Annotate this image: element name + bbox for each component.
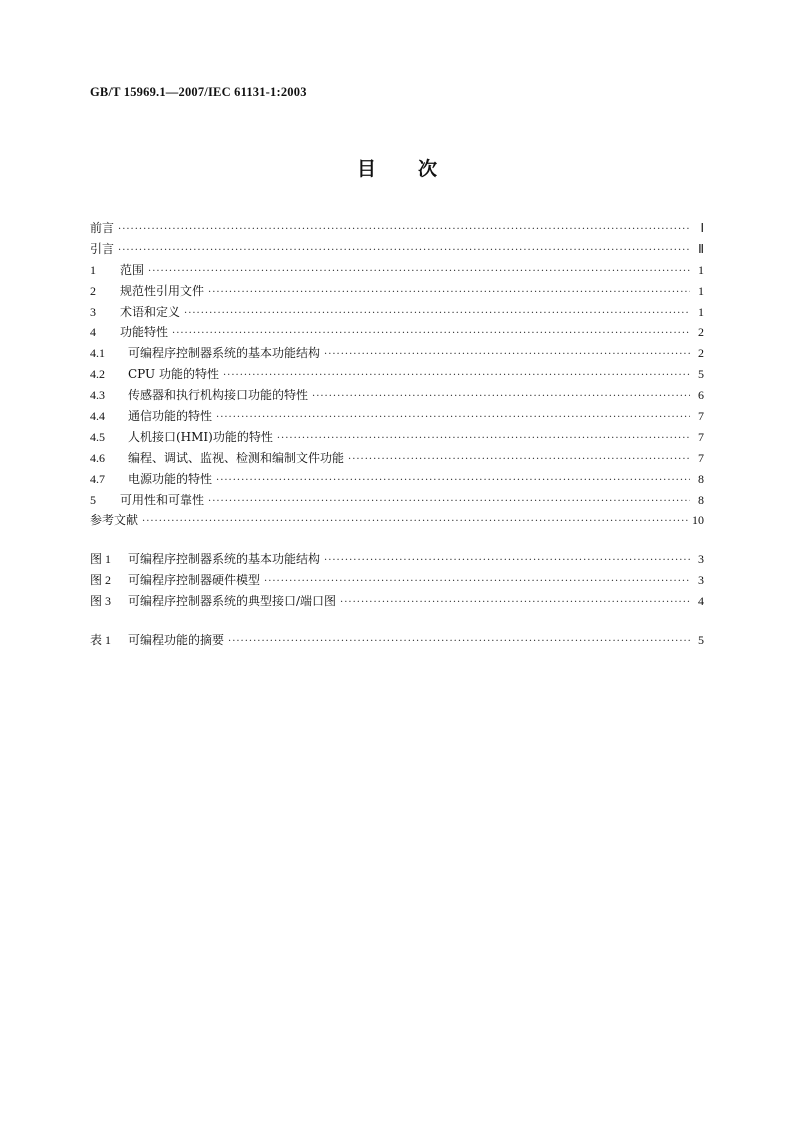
toc-entry-4-4[interactable] (90, 407, 704, 428)
toc-label: 引言 (90, 241, 115, 256)
figure-entry-1[interactable] (90, 550, 704, 571)
toc-entry-bibliography[interactable] (90, 511, 704, 532)
dot-leader (216, 475, 690, 486)
title-char-1: 目 (356, 158, 376, 180)
toc-label: 人机接口(HMI)功能的特性 (128, 429, 273, 444)
dot-leader (148, 266, 690, 277)
figure-label: 可编程序控制器系统的基本功能结构 (128, 552, 321, 567)
toc-entry-4[interactable] (90, 323, 704, 344)
toc-number: 3 (90, 304, 96, 319)
section-gap (90, 613, 704, 631)
dot-leader (184, 308, 690, 319)
toc-label: 前言 (90, 221, 115, 235)
toc-label: 术语和定义 (120, 304, 181, 319)
toc-page: Ⅰ (700, 221, 704, 235)
toc-page: 7 (698, 450, 704, 465)
dot-leader (216, 412, 690, 423)
toc-page: 1 (698, 262, 704, 277)
figure-entry-3[interactable] (90, 592, 704, 613)
toc-number: 2 (90, 283, 96, 298)
toc-entry-1[interactable] (90, 261, 704, 282)
figure-label: 可编程序控制器硬件模型 (128, 573, 261, 588)
toc-number: 4.3 (90, 388, 105, 403)
toc-label: CPU 功能的特性 (128, 367, 219, 382)
toc-entry-4-1[interactable] (90, 344, 704, 365)
toc-page: 7 (698, 429, 704, 444)
figure-entry-2[interactable] (90, 571, 704, 592)
toc-number: 1 (90, 262, 96, 277)
toc-entry-4-3[interactable] (90, 386, 704, 407)
table-of-contents (90, 219, 704, 652)
title-char-2: 次 (418, 158, 438, 180)
toc-label: 编程、调试、监视、检测和编制文件功能 (128, 450, 345, 465)
section-gap (90, 532, 704, 550)
toc-entry-4-2[interactable] (90, 365, 704, 386)
dot-leader (277, 433, 690, 444)
toc-number: 4.7 (90, 471, 105, 486)
figure-number: 图 1 (90, 552, 112, 567)
dot-leader (312, 391, 690, 402)
dot-leader (142, 516, 688, 527)
toc-page: 1 (698, 304, 704, 319)
dot-leader (324, 555, 690, 566)
toc-label: 电源功能的特性 (128, 471, 213, 486)
toc-number: 4.5 (90, 429, 105, 444)
toc-entry-4-6[interactable] (90, 449, 704, 470)
toc-page: 1 (698, 283, 704, 298)
toc-number: 4 (90, 325, 96, 340)
toc-page: 6 (698, 388, 704, 403)
toc-entry-2[interactable] (90, 282, 704, 303)
toc-number: 4.6 (90, 450, 105, 465)
figure-page: 3 (698, 573, 704, 588)
toc-page: 2 (698, 346, 704, 361)
toc-entry-introduction[interactable] (90, 240, 704, 261)
toc-page: Ⅱ (698, 241, 704, 256)
dot-leader (118, 245, 690, 256)
dot-leader (208, 496, 690, 507)
table-label: 可编程功能的摘要 (128, 633, 225, 648)
dot-leader (264, 576, 690, 587)
toc-label: 参考文献 (90, 513, 139, 528)
toc-number: 4.4 (90, 409, 105, 424)
toc-label: 规范性引用文件 (120, 283, 205, 298)
figure-number: 图 2 (90, 573, 112, 588)
table-entry-1[interactable] (90, 631, 704, 652)
dot-leader (348, 454, 690, 465)
toc-label: 可编程序控制器系统的基本功能结构 (128, 346, 321, 361)
figure-page: 3 (698, 552, 704, 567)
dot-leader (118, 224, 690, 235)
table-page: 5 (698, 633, 704, 648)
toc-label: 通信功能的特性 (128, 409, 213, 424)
toc-entry-3[interactable] (90, 303, 704, 324)
dot-leader (208, 287, 690, 298)
toc-page: 10 (692, 513, 704, 528)
toc-label: 功能特性 (120, 325, 169, 340)
toc-entry-4-5[interactable] (90, 428, 704, 449)
dot-leader (223, 370, 690, 381)
dot-leader (228, 636, 690, 647)
toc-number: 5 (90, 492, 96, 507)
toc-page: 2 (698, 325, 704, 340)
toc-page: 8 (698, 492, 704, 507)
toc-label: 范围 (120, 262, 145, 277)
toc-entry-5[interactable] (90, 491, 704, 512)
figure-page: 4 (698, 594, 704, 609)
toc-label: 可用性和可靠性 (120, 492, 205, 507)
toc-number: 4.2 (90, 367, 105, 382)
toc-label: 传感器和执行机构接口功能的特性 (128, 388, 309, 403)
dot-leader (172, 328, 690, 339)
toc-page: 7 (698, 409, 704, 424)
figure-number: 图 3 (90, 594, 112, 609)
dot-leader (324, 349, 690, 360)
toc-page: 5 (698, 367, 704, 382)
dot-leader (340, 597, 690, 608)
toc-entry-4-7[interactable] (90, 470, 704, 491)
toc-page: 8 (698, 471, 704, 486)
table-number: 表 1 (90, 633, 112, 648)
toc-entry-foreword[interactable] (90, 219, 704, 240)
figure-label: 可编程序控制器系统的典型接口/端口图 (128, 594, 337, 609)
standard-code-header: GB/T 15969.1—2007/IEC 61131-1:2003 (90, 85, 307, 99)
page-title (0, 154, 794, 181)
toc-number: 4.1 (90, 346, 105, 361)
